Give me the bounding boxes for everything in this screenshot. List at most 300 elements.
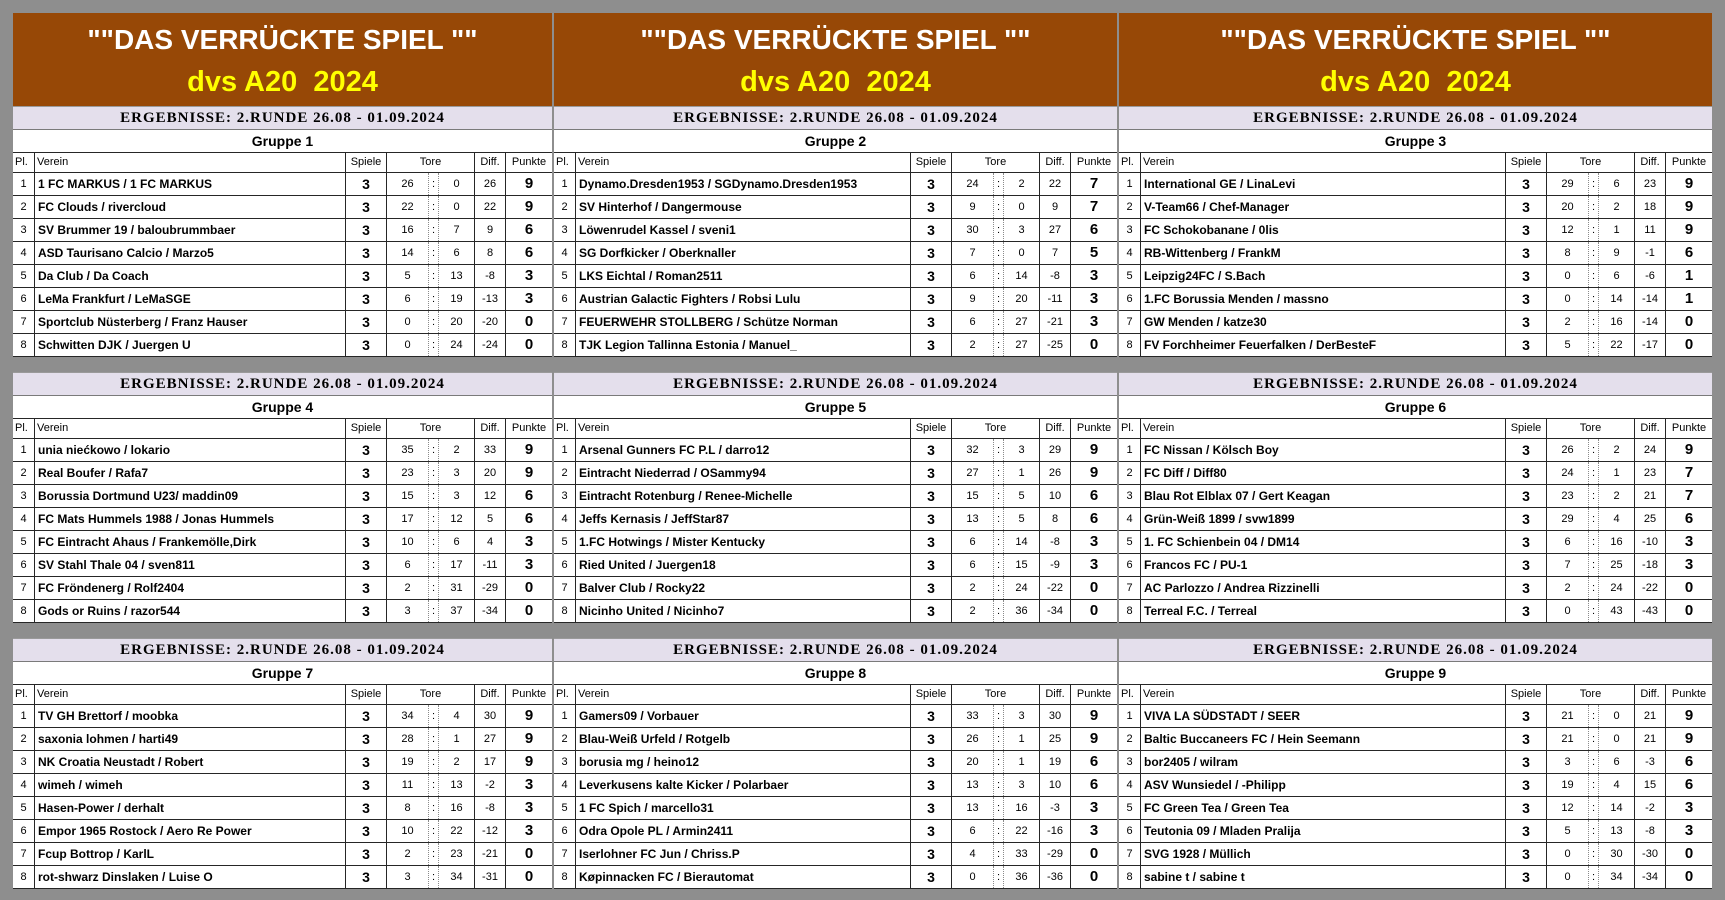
cell-team: Schwitten DJK / Juergen U	[35, 334, 346, 356]
table-row	[554, 439, 1117, 462]
column-header-tore: Tore	[387, 153, 475, 172]
cell-points: 0	[524, 313, 534, 330]
cell-goals-for: 0	[1547, 843, 1589, 865]
cell-position: 1	[554, 439, 576, 461]
cell-games: 3	[1506, 751, 1547, 773]
cell-goals-against: 17	[439, 554, 475, 576]
cell-goal-diff: -21	[475, 843, 506, 865]
cell-goals-for: 0	[1547, 288, 1589, 310]
cell-games: 3	[911, 843, 952, 865]
cell-position: 5	[554, 531, 576, 553]
cell-goal-diff: 21	[1635, 728, 1666, 750]
cell-team: RB-Wittenberg / FrankM	[1141, 242, 1506, 264]
cell-goal-separator: :	[1589, 288, 1599, 310]
cell-team: unia niećkowo / lokario	[35, 439, 346, 461]
cell-games: 3	[346, 508, 387, 530]
cell-points: 3	[524, 822, 534, 839]
column-header-punkte: Punkte	[1671, 422, 1707, 434]
cell-position: 7	[13, 311, 35, 333]
column-header-verein: Verein	[35, 153, 346, 172]
cell-goals-for: 26	[952, 728, 994, 750]
cell-games: 3	[346, 554, 387, 576]
group-title: Gruppe 1	[13, 130, 552, 153]
standings-rows	[554, 705, 1117, 889]
cell-position: 3	[13, 485, 35, 507]
cell-goal-separator: :	[1589, 728, 1599, 750]
cell-goals-against: 1	[1004, 462, 1040, 484]
standings-rows	[13, 705, 552, 889]
column-header-verein: Verein	[1141, 419, 1506, 438]
cell-position: 6	[13, 554, 35, 576]
cell-points: 7	[1089, 198, 1099, 215]
cell-points: 0	[1089, 336, 1099, 353]
cell-goal-separator: :	[994, 288, 1004, 310]
cell-goals-against: 23	[439, 843, 475, 865]
header-title: ""DAS VERRÜCKTE SPIEL ""	[87, 24, 478, 55]
cell-team: ASV Wunsiedel / -Philipp	[1141, 774, 1506, 796]
cell-goals-against: 19	[439, 288, 475, 310]
header-subtitle: dvs A20 2024	[187, 66, 378, 98]
cell-points: 0	[1089, 845, 1099, 862]
group-title: Gruppe 6	[1119, 396, 1712, 419]
cell-goal-separator: :	[1589, 334, 1599, 356]
cell-points: 3	[524, 533, 534, 550]
group-title: Gruppe 9	[1119, 662, 1712, 685]
table-row	[554, 797, 1117, 820]
cell-goal-diff: -9	[1040, 554, 1071, 576]
cell-games: 3	[346, 843, 387, 865]
header-banner-1	[13, 13, 552, 106]
cell-points: 9	[524, 753, 534, 770]
table-row	[13, 196, 552, 219]
cell-goals-for: 23	[387, 462, 429, 484]
cell-points: 9	[1089, 441, 1099, 458]
table-row	[1119, 508, 1712, 531]
table-row	[1119, 843, 1712, 866]
table-row	[1119, 288, 1712, 311]
cell-team: Blau-Weiß Urfeld / Rotgelb	[576, 728, 911, 750]
cell-goals-for: 34	[387, 705, 429, 727]
cell-goals-against: 6	[1599, 173, 1635, 195]
cell-goals-against: 24	[1004, 577, 1040, 599]
cell-points: 0	[1684, 602, 1694, 619]
cell-goal-separator: :	[429, 462, 439, 484]
column-header-diff: Diff.	[1635, 419, 1666, 438]
cell-games: 3	[346, 242, 387, 264]
table-row	[1119, 705, 1712, 728]
column-header-verein: Verein	[576, 153, 911, 172]
cell-goals-for: 4	[952, 843, 994, 865]
cell-goal-separator: :	[1589, 508, 1599, 530]
cell-goal-separator: :	[429, 797, 439, 819]
cell-goals-for: 17	[387, 508, 429, 530]
cell-goal-separator: :	[1589, 577, 1599, 599]
group-panel-8	[554, 638, 1117, 889]
header-subtitle: dvs A20 2024	[740, 66, 931, 98]
cell-points: 9	[1684, 707, 1694, 724]
cell-points: 3	[524, 799, 534, 816]
cell-goals-against: 14	[1599, 797, 1635, 819]
cell-goals-for: 2	[952, 577, 994, 599]
cell-games: 3	[346, 797, 387, 819]
table-row	[554, 554, 1117, 577]
cell-goals-against: 1	[1599, 219, 1635, 241]
cell-position: 2	[1119, 728, 1141, 750]
cell-points: 3	[1089, 290, 1099, 307]
cell-points: 3	[524, 290, 534, 307]
cell-goal-separator: :	[994, 843, 1004, 865]
cell-team: Gamers09 / Vorbauer	[576, 705, 911, 727]
cell-goal-diff: -14	[1635, 288, 1666, 310]
cell-goal-separator: :	[1589, 797, 1599, 819]
cell-games: 3	[911, 774, 952, 796]
cell-team: Leverkusens kalte Kicker / Polarbaer	[576, 774, 911, 796]
cell-position: 2	[554, 462, 576, 484]
cell-goal-separator: :	[994, 439, 1004, 461]
standings-rows	[1119, 705, 1712, 889]
cell-goal-diff: -8	[475, 797, 506, 819]
cell-team: NK Croatia Neustadt / Robert	[35, 751, 346, 773]
cell-team: Sportclub Nüsterberg / Franz Hauser	[35, 311, 346, 333]
cell-goal-separator: :	[429, 288, 439, 310]
cell-points: 0	[1684, 336, 1694, 353]
cell-team: Baltic Buccaneers FC / Hein Seemann	[1141, 728, 1506, 750]
cell-team: Eintracht Rotenburg / Renee-Michelle	[576, 485, 911, 507]
cell-goals-against: 2	[439, 439, 475, 461]
cell-goals-against: 3	[1004, 774, 1040, 796]
cell-goals-for: 6	[387, 554, 429, 576]
cell-games: 3	[346, 485, 387, 507]
cell-position: 5	[554, 265, 576, 287]
cell-goal-diff: 27	[1040, 219, 1071, 241]
cell-team: 1. FC Schienbein 04 / DM14	[1141, 531, 1506, 553]
cell-games: 3	[1506, 265, 1547, 287]
cell-games: 3	[346, 462, 387, 484]
cell-goals-for: 6	[952, 311, 994, 333]
group-panel-5	[554, 372, 1117, 623]
table-row	[13, 554, 552, 577]
cell-goal-separator: :	[1589, 439, 1599, 461]
cell-goals-against: 5	[1004, 485, 1040, 507]
table-row	[13, 485, 552, 508]
cell-games: 3	[911, 797, 952, 819]
cell-points: 0	[1684, 868, 1694, 885]
cell-team: AC Parlozzo / Andrea Rizzinelli	[1141, 577, 1506, 599]
cell-games: 3	[911, 531, 952, 553]
cell-games: 3	[911, 288, 952, 310]
round-label: ERGEBNISSE: 2.RUNDE 26.08 - 01.09.2024	[1119, 372, 1712, 396]
cell-team: Francos FC / PU-1	[1141, 554, 1506, 576]
cell-goal-diff: -1	[1635, 242, 1666, 264]
table-row	[13, 866, 552, 889]
cell-team: sabine t / sabine t	[1141, 866, 1506, 888]
cell-goal-diff: 19	[1040, 751, 1071, 773]
table-row	[13, 508, 552, 531]
table-row	[1119, 219, 1712, 242]
cell-goals-for: 3	[1547, 751, 1589, 773]
cell-goal-separator: :	[429, 866, 439, 888]
table-row	[1119, 531, 1712, 554]
cell-points: 9	[524, 441, 534, 458]
cell-goals-for: 15	[387, 485, 429, 507]
cell-goals-against: 20	[439, 311, 475, 333]
column-header-punkte: Punkte	[511, 422, 547, 434]
cell-goals-against: 37	[439, 600, 475, 622]
cell-goal-separator: :	[994, 173, 1004, 195]
cell-goals-for: 26	[387, 173, 429, 195]
cell-games: 3	[1506, 173, 1547, 195]
cell-goal-diff: -22	[1635, 577, 1666, 599]
cell-position: 8	[13, 600, 35, 622]
column-header-pl: Pl.	[13, 153, 35, 172]
cell-goal-diff: -8	[1040, 531, 1071, 553]
cell-goal-separator: :	[994, 774, 1004, 796]
cell-games: 3	[346, 288, 387, 310]
cell-goals-for: 7	[952, 242, 994, 264]
cell-games: 3	[1506, 508, 1547, 530]
table-row	[554, 334, 1117, 357]
cell-goals-against: 1	[1004, 728, 1040, 750]
column-header-row	[1119, 685, 1712, 705]
cell-goals-for: 14	[387, 242, 429, 264]
cell-goal-separator: :	[429, 265, 439, 287]
cell-position: 7	[554, 843, 576, 865]
cell-position: 7	[1119, 577, 1141, 599]
cell-games: 3	[1506, 866, 1547, 888]
cell-goal-separator: :	[1589, 600, 1599, 622]
cell-position: 8	[554, 600, 576, 622]
cell-games: 3	[346, 311, 387, 333]
cell-goal-diff: -8	[1040, 265, 1071, 287]
cell-goal-diff: 22	[1040, 173, 1071, 195]
cell-goals-for: 30	[952, 219, 994, 241]
cell-points: 9	[1089, 464, 1099, 481]
cell-goals-for: 21	[1547, 728, 1589, 750]
table-row	[554, 531, 1117, 554]
cell-goal-separator: :	[1589, 462, 1599, 484]
cell-goal-diff: 23	[1635, 462, 1666, 484]
cell-team: FEUERWEHR STOLLBERG / Schütze Norman	[576, 311, 911, 333]
cell-goal-diff: 26	[475, 173, 506, 195]
cell-goal-diff: 8	[475, 242, 506, 264]
cell-position: 1	[554, 705, 576, 727]
cell-goals-for: 6	[952, 820, 994, 842]
table-row	[554, 705, 1117, 728]
column-header-punkte: Punkte	[511, 688, 547, 700]
cell-goals-for: 6	[952, 531, 994, 553]
cell-goals-against: 36	[1004, 600, 1040, 622]
cell-games: 3	[1506, 311, 1547, 333]
column-header-pl: Pl.	[554, 153, 576, 172]
cell-goals-against: 22	[439, 820, 475, 842]
cell-points: 3	[1089, 313, 1099, 330]
cell-position: 4	[554, 508, 576, 530]
cell-goal-separator: :	[429, 219, 439, 241]
cell-goals-for: 5	[1547, 334, 1589, 356]
standings-rows	[554, 439, 1117, 623]
cell-goal-diff: -29	[1040, 843, 1071, 865]
cell-games: 3	[1506, 728, 1547, 750]
cell-points: 0	[524, 579, 534, 596]
cell-goals-for: 24	[952, 173, 994, 195]
cell-goal-separator: :	[1589, 265, 1599, 287]
column-header-pl: Pl.	[554, 685, 576, 704]
cell-goals-for: 23	[1547, 485, 1589, 507]
cell-goal-diff: 24	[1635, 439, 1666, 461]
column-header-pl: Pl.	[1119, 153, 1141, 172]
table-row	[13, 173, 552, 196]
cell-goals-for: 5	[1547, 820, 1589, 842]
cell-team: FC Fröndenerg / Rolf2404	[35, 577, 346, 599]
cell-goals-against: 34	[439, 866, 475, 888]
cell-position: 2	[554, 196, 576, 218]
cell-team: Arsenal Gunners FC P.L / darro12	[576, 439, 911, 461]
cell-games: 3	[346, 265, 387, 287]
cell-goals-for: 20	[952, 751, 994, 773]
cell-position: 3	[13, 219, 35, 241]
cell-goal-diff: -43	[1635, 600, 1666, 622]
round-label: ERGEBNISSE: 2.RUNDE 26.08 - 01.09.2024	[554, 372, 1117, 396]
cell-goals-against: 9	[1599, 242, 1635, 264]
column-header-pl: Pl.	[1119, 419, 1141, 438]
cell-team: SG Dorfkicker / Oberknaller	[576, 242, 911, 264]
cell-goal-diff: -17	[1635, 334, 1666, 356]
column-header-row	[13, 685, 552, 705]
cell-goal-diff: 22	[475, 196, 506, 218]
cell-position: 7	[13, 843, 35, 865]
cell-points: 3	[1684, 799, 1694, 816]
cell-goals-for: 0	[1547, 866, 1589, 888]
cell-goals-against: 16	[1004, 797, 1040, 819]
cell-goals-against: 1	[1004, 751, 1040, 773]
cell-goal-diff: 25	[1040, 728, 1071, 750]
cell-team: ASD Taurisano Calcio / Marzo5	[35, 242, 346, 264]
cell-position: 4	[1119, 242, 1141, 264]
cell-games: 3	[911, 485, 952, 507]
cell-position: 7	[13, 577, 35, 599]
cell-goals-for: 2	[387, 843, 429, 865]
table-row	[554, 866, 1117, 889]
cell-position: 8	[1119, 866, 1141, 888]
column-header-diff: Diff.	[1040, 419, 1071, 438]
cell-position: 3	[554, 751, 576, 773]
column-header-row	[13, 153, 552, 173]
cell-games: 3	[1506, 797, 1547, 819]
cell-position: 7	[1119, 311, 1141, 333]
cell-position: 1	[13, 173, 35, 195]
cell-points: 0	[524, 602, 534, 619]
table-row	[13, 439, 552, 462]
cell-goals-against: 33	[1004, 843, 1040, 865]
cell-goals-against: 6	[1599, 751, 1635, 773]
cell-team: LKS Eichtal / Roman2511	[576, 265, 911, 287]
cell-goals-against: 0	[1004, 196, 1040, 218]
cell-position: 3	[554, 219, 576, 241]
column-header-punkte: Punkte	[1671, 688, 1707, 700]
cell-goals-for: 2	[387, 577, 429, 599]
cell-goal-diff: -25	[1040, 334, 1071, 356]
cell-goals-against: 2	[439, 751, 475, 773]
cell-position: 4	[13, 242, 35, 264]
cell-position: 3	[1119, 751, 1141, 773]
cell-position: 1	[1119, 439, 1141, 461]
column-header-spiele: Spiele	[346, 419, 387, 438]
cell-goal-diff: 18	[1635, 196, 1666, 218]
cell-position: 7	[1119, 843, 1141, 865]
table-row	[13, 288, 552, 311]
cell-goals-against: 14	[1599, 288, 1635, 310]
cell-points: 3	[1684, 533, 1694, 550]
cell-games: 3	[911, 508, 952, 530]
table-row	[13, 843, 552, 866]
cell-goal-diff: 12	[475, 485, 506, 507]
cell-goal-separator: :	[994, 797, 1004, 819]
cell-goals-for: 15	[952, 485, 994, 507]
column-header-tore: Tore	[1547, 419, 1635, 438]
table-row	[554, 485, 1117, 508]
cell-points: 9	[1684, 441, 1694, 458]
cell-goal-separator: :	[429, 439, 439, 461]
column-header-spiele: Spiele	[911, 419, 952, 438]
cell-team: FC Clouds / rivercloud	[35, 196, 346, 218]
cell-goal-diff: 25	[1635, 508, 1666, 530]
cell-points: 0	[524, 845, 534, 862]
cell-goal-separator: :	[994, 196, 1004, 218]
cell-team: 1 FC MARKUS / 1 FC MARKUS	[35, 173, 346, 195]
cell-goal-diff: -34	[1040, 600, 1071, 622]
cell-goals-for: 0	[952, 866, 994, 888]
table-row	[554, 462, 1117, 485]
cell-goals-for: 5	[387, 265, 429, 287]
cell-goals-for: 13	[952, 797, 994, 819]
cell-games: 3	[911, 439, 952, 461]
cell-goals-for: 29	[1547, 173, 1589, 195]
cell-points: 6	[524, 244, 534, 261]
cell-goal-separator: :	[994, 242, 1004, 264]
cell-games: 3	[1506, 820, 1547, 842]
cell-goals-against: 16	[1599, 531, 1635, 553]
cell-points: 3	[1089, 822, 1099, 839]
cell-goal-diff: -11	[1040, 288, 1071, 310]
cell-goal-diff: 29	[1040, 439, 1071, 461]
cell-goal-separator: :	[994, 334, 1004, 356]
cell-points: 0	[1684, 313, 1694, 330]
cell-team: Køpinnacken FC / Bierautomat	[576, 866, 911, 888]
cell-goal-diff: -8	[475, 265, 506, 287]
cell-position: 8	[1119, 334, 1141, 356]
table-row	[1119, 751, 1712, 774]
cell-goals-for: 9	[952, 196, 994, 218]
cell-position: 1	[13, 705, 35, 727]
cell-points: 3	[1089, 533, 1099, 550]
cell-position: 6	[554, 288, 576, 310]
column-header-tore: Tore	[952, 685, 1040, 704]
cell-points: 0	[524, 868, 534, 885]
cell-points: 3	[1089, 556, 1099, 573]
cell-goal-diff: 27	[475, 728, 506, 750]
cell-goals-for: 0	[1547, 265, 1589, 287]
cell-games: 3	[911, 462, 952, 484]
cell-goals-against: 1	[1599, 462, 1635, 484]
table-row	[13, 705, 552, 728]
table-row	[554, 311, 1117, 334]
cell-team: Hasen-Power / derhalt	[35, 797, 346, 819]
cell-games: 3	[911, 196, 952, 218]
cell-games: 3	[1506, 242, 1547, 264]
cell-goals-against: 34	[1599, 866, 1635, 888]
cell-team: TV GH Brettorf / moobka	[35, 705, 346, 727]
cell-goal-diff: -18	[1635, 554, 1666, 576]
